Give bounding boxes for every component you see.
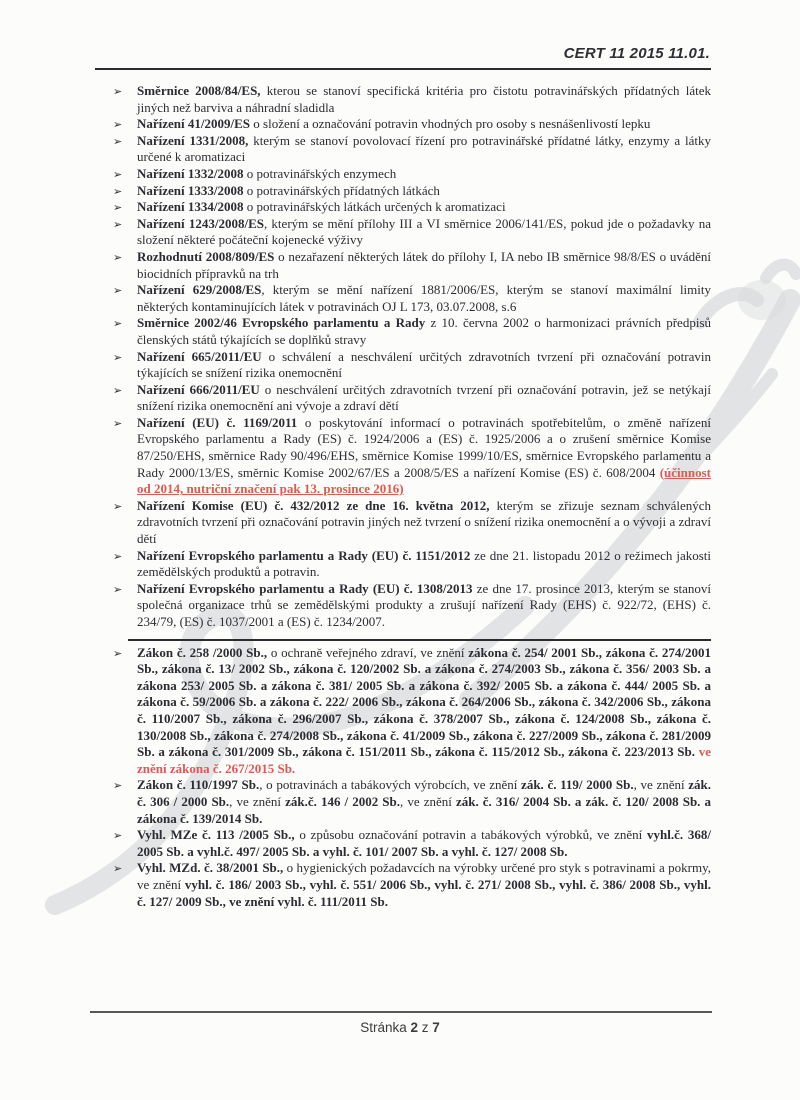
amendment-highlight-text: ve znění zákona č. 267/2015 Sb.: [137, 744, 711, 776]
bullet-arrow-icon: ➢: [113, 499, 123, 513]
regulation-text: zákona č. 254/ 2001 Sb., zákona č. 274/2001 Sb., zákona č. 13/ 2002 Sb., zákona č. 120/2002 Sb. a zákona č. 274/2003 Sb., zákona č. 356/ 2003 Sb. a zákona 253/ 2005 Sb. a zákona č. 381/ 2005 Sb. a zákona č. 392/ 2005 Sb. a zákona č. 444/ 2005 Sb. a zákona č. 59/2006 Sb. a zákona č. 222/ 2006 Sb., zákona č. 264/2006 Sb., zákona č. 342/2006 Sb., zákona č. 110/2007 Sb., zákona č. 296/2007 Sb., zákona č. 378/2007 Sb., zákona č. 124/2008 Sb., zákona č. 130/2008 Sb., zákona č. 274/2008 Sb., zákona č. 41/2009 Sb., zákona č. 227/2009 Sb., zákona č. 281/2009 Sb. a zákona č. 301/2009 Sb., zákona č. 151/2011 Sb., zákona č. 115/2012 Sb., zákona č. 223/2013 Sb.: [137, 644, 712, 760]
regulation-text: o potravinářských látkách určených k aromatizaci: [243, 199, 506, 215]
bullet-arrow-icon: ➢: [113, 134, 123, 148]
regulation-text: Nařízení 1332/2008: [137, 165, 244, 181]
regulation-text: o potravinářských enzymech: [243, 165, 397, 181]
regulation-text: Nařízení 629/2008/ES: [137, 282, 262, 298]
regulation-text: Nařízení 41/2009/ES: [137, 116, 251, 132]
list-item: [95, 548, 711, 581]
list-item: [95, 133, 711, 166]
regulation-text: kterým se stanoví povolovací řízení pro potravinářské přídatné látky, enzymy a látky určené k aromatizaci: [137, 132, 711, 165]
list-item: [95, 249, 711, 282]
list-item: [95, 860, 711, 910]
bullet-arrow-icon: ➢: [113, 217, 123, 231]
bullet-arrow-icon: ➢: [113, 118, 123, 132]
bullet-arrow-icon: ➢: [113, 829, 123, 843]
regulation-text: o schválení a neschválení určitých zdravotních tvrzení při označování potravin týkajících se snížení rizika onemocnění: [137, 348, 712, 381]
regulation-list: [95, 645, 711, 911]
regulation-text: Nařízení 666/2011/EU: [137, 381, 260, 397]
list-item: [95, 581, 711, 631]
list-item: [95, 315, 711, 348]
regulation-text: vyhl. č. 186/ 2003 Sb., vyhl. č. 551/ 2006 Sb., vyhl. č. 271/ 2008 Sb., vyhl. č. 386/ 2008 Sb., vyhl. č. 127/ 2009 Sb., ve znění vyhl. č. 111/2011 Sb.: [137, 876, 712, 909]
regulation-text: Nařízení 1334/2008: [137, 199, 244, 215]
regulation-text: ze dne 21. listopadu 2012 o režimech jakosti zemědělských produktů a potravin.: [137, 547, 711, 580]
regulation-text: Rozhodnutí 2008/809/ES: [137, 248, 275, 264]
regulation-text: kterým se zřizuje seznam schválených zdravotních tvrzení při označování potravin jiných než tvrzení o snížení rizika onemocnění a o vývoji a zdraví dětí: [137, 497, 711, 547]
regulation-text: zák. č. 306 / 2000 Sb.: [137, 777, 712, 809]
bullet-arrow-icon: ➢: [113, 85, 123, 98]
regulation-text: o neschválení určitých zdravotních tvrzení při označování potravin, jež se netýkají snížení rizika onemocnění ani vývoje a zdraví dětí: [137, 381, 711, 414]
bullet-arrow-icon: ➢: [113, 167, 123, 181]
regulation-text: , kterým se mění nařízení 1881/2006/ES, kterým se stanoví maximální limity některých kontaminujících látek v potravinách OJ L 173, 03.07.2008, s.6: [137, 282, 712, 314]
list-item: [95, 282, 711, 315]
regulation-text: zák. č. 316/ 2004 Sb. a zák. č. 120/ 2008 Sb. a zákona č. 139/2014 Sb.: [137, 793, 712, 826]
bullet-arrow-icon: ➢: [113, 317, 123, 331]
regulation-list: [95, 83, 711, 631]
footer-rule: [90, 1011, 712, 1013]
bullet-arrow-icon: ➢: [113, 549, 123, 563]
list-item: [95, 382, 711, 415]
regulation-text: o nezařazení některých látek do přílohy I, IA nebo IB směrnice 98/8/ES o uvádění biocidních přípravků na trh: [137, 248, 711, 281]
list-item: [95, 349, 711, 382]
regulation-text: Zákon č. 258 /2000 Sb.,: [137, 644, 268, 660]
doc-code: CERT 11 2015 11.01.: [563, 45, 710, 62]
regulation-text: , kterým se mění přílohy III a VI směrnice 2006/141/ES, pokud jde o požadavky na složení některé počáteční kojenecké výživy: [137, 215, 712, 248]
bullet-arrow-icon: ➢: [113, 184, 123, 198]
regulation-text: Vyhl. MZe č. 113 /2005 Sb.,: [137, 827, 295, 843]
regulation-text: Nařízení 1333/2008: [137, 182, 244, 198]
regulation-text: , ve znění: [400, 793, 456, 809]
list-item: [95, 777, 711, 827]
footer-total-pages: 7: [432, 1020, 440, 1035]
bullet-arrow-icon: ➢: [113, 350, 123, 364]
regulation-text: kterou se stanoví specifická kritéria pro čistotu potravinářských přídatných látek jiných než barviva a náhradní sladidla: [137, 83, 711, 115]
regulation-text: Nařízení (EU) č. 1169/2011: [137, 414, 298, 430]
footer-label: Stránka: [360, 1020, 407, 1035]
bullet-arrow-icon: ➢: [113, 862, 123, 876]
list-item: [95, 83, 711, 116]
regulation-text: , ve znění: [633, 777, 689, 793]
list-item: [95, 645, 711, 778]
bullet-arrow-icon: ➢: [113, 284, 123, 298]
page-footer: [0, 1020, 800, 1035]
regulation-lists: [95, 83, 711, 910]
page-header: [564, 45, 710, 62]
list-item: [95, 216, 711, 249]
regulation-text: , ve znění: [229, 793, 286, 809]
regulation-text: ze dne 17. prosince 2013, kterým se stanoví společná organizace trhů se zemědělskými produkty a zrušují nařízení Rady (EHS) č. 922/72, (EHS) č. 234/79, (ES) č. 1037/2001 a (ES) č. 1234/2007.: [137, 580, 711, 629]
bullet-arrow-icon: ➢: [113, 779, 123, 793]
regulation-text: o potravinářských přídatných látkách: [243, 182, 440, 198]
regulation-text: , o potravinách a tabákových výrobcích, ve znění: [259, 777, 522, 793]
footer-of-word: z: [421, 1020, 429, 1035]
regulation-text: vyhl.č. 368/ 2005 Sb. a vyhl.č. 497/ 2005 Sb. a vyhl. č. 101/ 2007 Sb. a vyhl. č. 127/ 2008 Sb.: [137, 827, 711, 859]
regulation-text: Směrnice 2002/46 Evropského parlamentu a Rady: [137, 315, 426, 331]
bullet-arrow-icon: ➢: [113, 416, 123, 430]
regulation-text: Směrnice 2008/84/ES,: [137, 83, 261, 98]
list-item: [95, 827, 711, 860]
bullet-arrow-icon: ➢: [113, 383, 123, 397]
amendment-highlight-text: (účinnost od 2014, nutriční značení pak 13. prosince 2016): [137, 464, 711, 497]
bullet-arrow-icon: ➢: [113, 646, 123, 660]
regulation-text: Zákon č. 110/1997 Sb.: [137, 777, 260, 793]
bullet-arrow-icon: ➢: [113, 582, 123, 596]
list-item: [95, 183, 711, 200]
bullet-arrow-icon: ➢: [113, 250, 123, 264]
regulation-text: o ochraně veřejného zdraví, ve znění: [267, 644, 469, 660]
list-item: [95, 498, 711, 548]
section-divider-rule: [128, 639, 711, 641]
regulation-text: o hygienických požadavcích na výrobky určené pro styk s potravinami a pokrmy, ve znění: [137, 860, 711, 892]
header-rule: [95, 68, 711, 70]
regulation-text: Nařízení 1243/2008/ES: [137, 215, 264, 231]
regulation-text: Nařízení 1331/2008,: [137, 132, 249, 148]
regulation-text: Nařízení Evropského parlamentu a Rady (EU) č. 1151/2012: [137, 547, 471, 563]
regulation-text: zák. č. 119/ 2000 Sb.: [521, 777, 634, 793]
regulation-text: o složení a označování potravin vhodných pro osoby s nesnášenlivostí lepku: [250, 116, 651, 132]
regulation-text: o způsobu označování potravin a tabákových výrobků, ve znění: [294, 827, 648, 843]
list-item: [95, 166, 711, 183]
list-item: [95, 199, 711, 216]
regulation-text: o poskytování informací o potravinách spotřebitelům, o změně nařízení Evropského parlamentu a Rady (ES) č. 1924/2006 a (ES) č. 1925/2006 a o zrušení směrnice Komise 87/250/EHS, směrnice Rady 90/496/EHS, směrnice Komise 1999/10/ES, směrnice Evropského parlamentu a Rady 2000/13/ES, směrnic Komise 2002/67/ES a 2008/5/ES a nařízení Komise (ES) č. 608/2004: [137, 414, 711, 480]
bullet-arrow-icon: ➢: [113, 201, 123, 215]
list-item: [95, 415, 711, 498]
regulation-text: Vyhl. MZd. č. 38/2001 Sb.,: [137, 860, 284, 876]
regulation-text: zák.č. 146 / 2002 Sb.: [285, 793, 401, 809]
footer-page-number: 2: [410, 1020, 418, 1035]
regulation-text: Nařízení 665/2011/EU: [137, 348, 262, 364]
regulation-text: Nařízení Komise (EU) č. 432/2012 ze dne 16. května 2012,: [137, 497, 490, 513]
regulation-text: Nařízení Evropského parlamentu a Rady (EU) č. 1308/2013: [137, 580, 473, 596]
regulation-text: z 10. června 2002 o harmonizaci právních předpisů členských států týkajících se doplňků stravy: [137, 315, 712, 347]
list-item: [95, 116, 711, 133]
